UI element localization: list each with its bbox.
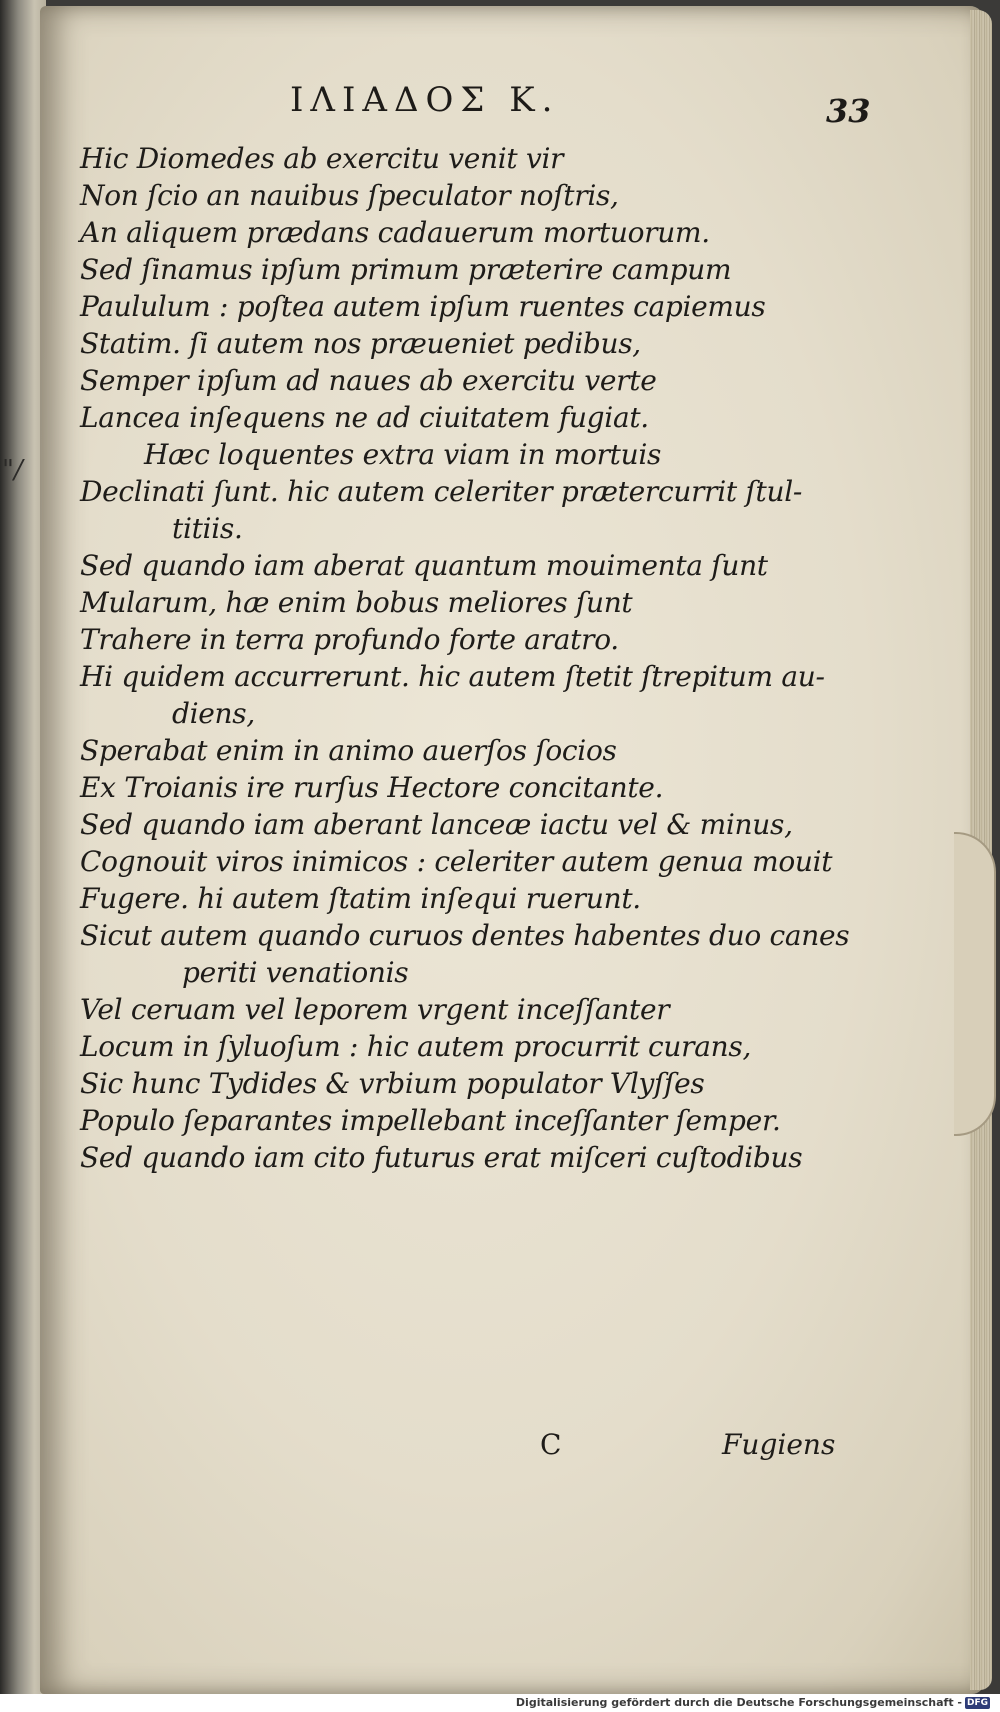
- verse-line: Statim. ſi autem nos præueniet pedibus,: [80, 327, 641, 360]
- verse-line: Sic hunc Tydides & vrbium populator Vlyſſes: [80, 1067, 705, 1100]
- verse-line-continuation: periti venationis: [182, 956, 409, 989]
- footer-credit-text: Digitalisierung gefördert durch die Deutsche Forschungsgemeinschaft -: [515, 1696, 962, 1709]
- verse-line: Fugere. hi autem ſtatim inſequi ruerunt.: [80, 882, 641, 915]
- verse-line: Ex Troianis ire rurſus Hectore concitante.: [80, 771, 664, 804]
- verse-line: Sed ſinamus ipſum primum præterire campum: [80, 253, 732, 286]
- verse-line-continuation: titiis.: [172, 512, 243, 545]
- verse-line: Sed quando iam aberat quantum mouimenta ſunt: [80, 549, 768, 582]
- page-number: 33: [826, 92, 871, 130]
- verse-line: Paululum : poſtea autem ipſum ruentes capiemus: [80, 290, 766, 323]
- verse-line: An aliquem prædans cadauerum mortuorum.: [80, 216, 710, 249]
- verse-line: Non ſcio an nauibus ſpeculator noſtris,: [80, 179, 619, 212]
- verse-line: Trahere in terra profundo forte aratro.: [80, 623, 619, 656]
- verse-line: Semper ipſum ad naues ab exercitu verte: [80, 364, 657, 397]
- signature-mark: C: [540, 1428, 562, 1461]
- verse-line: Hi quidem accurrerunt. hic autem ſtetit ſtrepitum au-: [80, 660, 825, 693]
- verse-line: Lancea inſequens ne ad ciuitatem fugiat.: [80, 401, 649, 434]
- dfg-logo: DFG: [966, 1698, 988, 1708]
- verse-line: Sicut autem quando curuos dentes habentes duo canes: [80, 919, 850, 952]
- verse-line: Vel ceruam vel leporem vrgent inceſſanter: [80, 993, 670, 1026]
- running-head: ΙΛΙΑΔΟΣ Κ.: [290, 80, 560, 120]
- verse-text: [80, 140, 870, 1176]
- verse-line: Sed quando iam aberant lanceæ iactu vel & minus,: [80, 808, 793, 841]
- footer-credit: [516, 1694, 990, 1712]
- catchword: Fugiens: [722, 1428, 836, 1461]
- digitization-footer: [0, 1694, 1000, 1712]
- verse-line: Hic Diomedes ab exercitu venit vir: [80, 142, 564, 175]
- verse-line: Declinati ſunt. hic autem celeriter prætercurrit ſtul-: [80, 475, 803, 508]
- verse-line: Sed quando iam cito futurus erat miſceri cuſtodibus: [80, 1141, 803, 1174]
- verse-line: Sperabat enim in animo auerſos ſocios: [80, 734, 617, 767]
- left-page-margin-mark: "/: [2, 455, 23, 485]
- verse-line: Hæc loquentes extra viam in mortuis: [144, 438, 662, 471]
- verse-line-continuation: diens,: [172, 697, 255, 730]
- verse-line: Cognouit viros inimicos : celeriter autem genua mouit: [80, 845, 833, 878]
- verse-line: Populo ſeparantes impellebant inceſſanter ſemper.: [80, 1104, 781, 1137]
- page-tab: [954, 832, 996, 1136]
- verse-line: Locum in ſyluoſum : hic autem procurrit curans,: [80, 1030, 752, 1063]
- verse-line: Mularum, hæ enim bobus meliores ſunt: [80, 586, 633, 619]
